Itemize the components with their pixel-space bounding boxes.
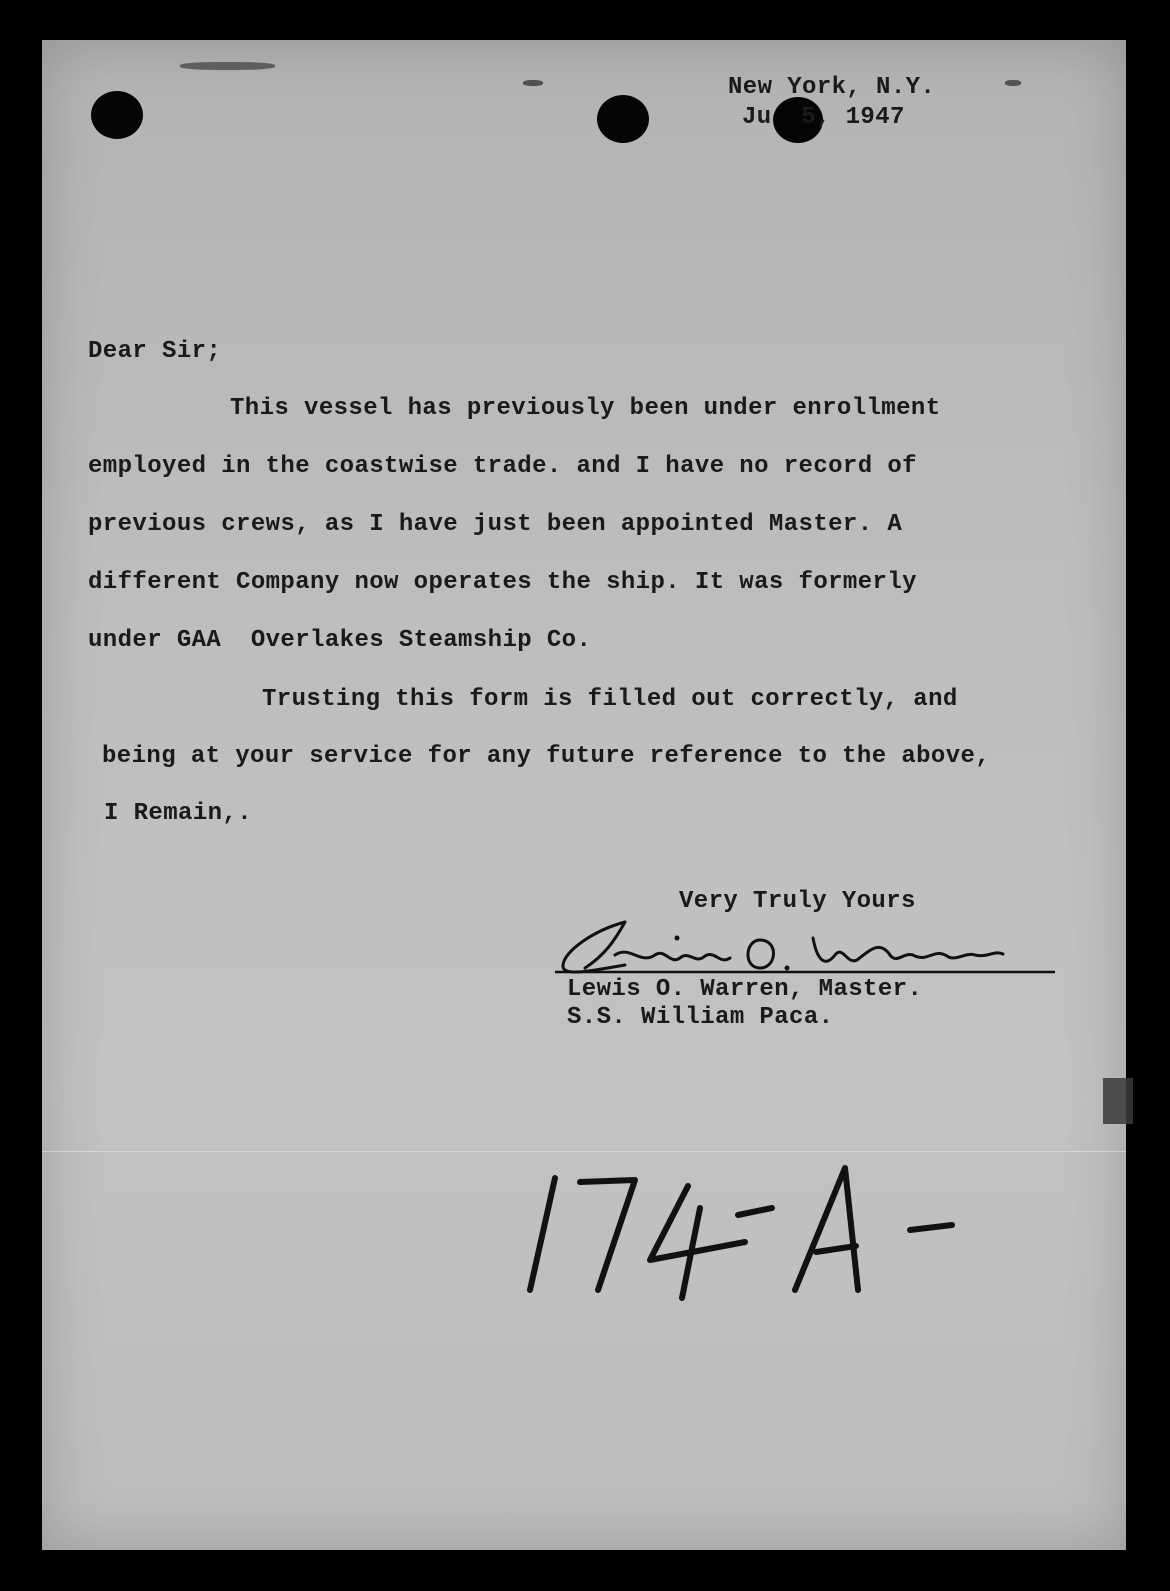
punch-hole-left xyxy=(91,91,143,139)
letter-date: Ju 5, 1947 xyxy=(742,104,905,131)
body-line: This vessel has previously been under enrollment xyxy=(230,395,941,422)
body-line: employed in the coastwise trade. and I have no record of xyxy=(88,453,917,480)
smudge-top-center xyxy=(523,80,543,86)
smudge-top-right xyxy=(1005,80,1021,86)
signer-ship: S.S. William Paca. xyxy=(567,1004,834,1031)
salutation: Dear Sir; xyxy=(88,338,222,365)
closing: Very Truly Yours xyxy=(679,888,916,915)
body-line: I Remain,. xyxy=(104,800,253,827)
handwritten-file-number xyxy=(520,1150,990,1310)
body-line: under GAA Overlakes Steamship Co. xyxy=(88,627,592,654)
signer-title: Lewis O. Warren, Master. xyxy=(567,976,923,1003)
body-line: previous crews, as I have just been appointed Master. A xyxy=(88,511,903,538)
edge-stain xyxy=(1103,1078,1133,1124)
punch-hole-center xyxy=(597,95,649,143)
body-line: being at your service for any future reference to the above, xyxy=(102,743,991,770)
document-page xyxy=(42,40,1126,1550)
smudge-top-left xyxy=(180,62,275,70)
letter-place: New York, N.Y. xyxy=(728,74,936,101)
body-line: different Company now operates the ship. It was formerly xyxy=(88,569,917,596)
body-line: Trusting this form is filled out correctly, and xyxy=(262,686,958,713)
